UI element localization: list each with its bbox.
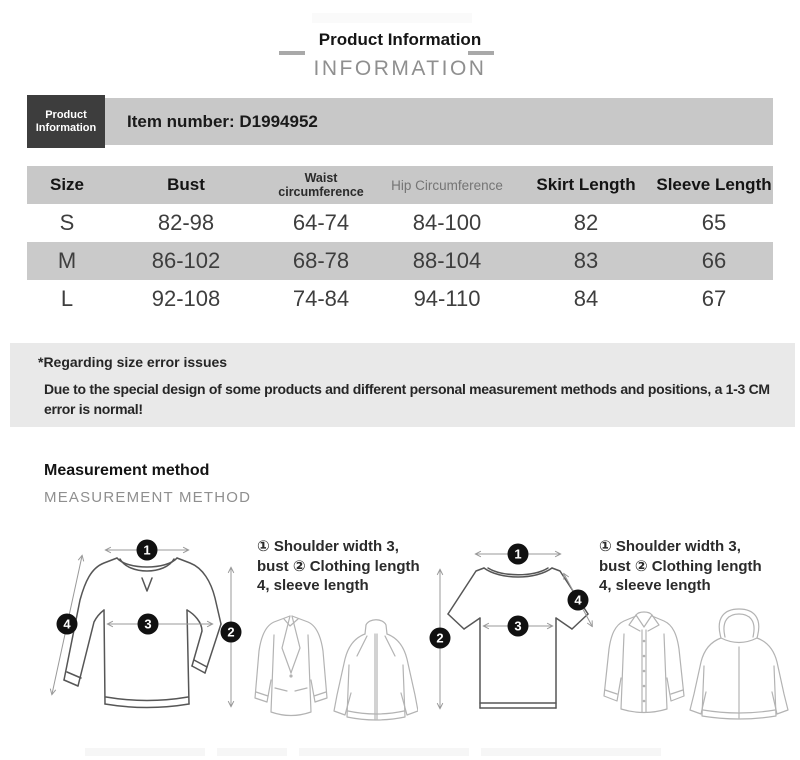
watermark-segment [299,748,469,756]
blazer-sketch [255,616,327,716]
product-information-badge [27,95,105,148]
marker-sleeve-number: 4 [574,592,582,608]
measurement-legend-right [599,537,791,596]
table-row-size-s [27,204,773,242]
title-divider-right [468,51,494,55]
col-header-skirt-length: Skirt Length [536,175,636,194]
tshirt-sketch [448,568,588,708]
cell-bust: 92-108 [151,286,221,311]
cell-size: L [60,286,74,311]
cell-waist: 68-78 [292,248,350,273]
blazer-button [289,674,292,677]
marker-shoulder-number: 1 [143,542,151,558]
page-title: Product Information [318,30,482,49]
cell-sleeve: 66 [701,248,727,273]
table-row-size-l [27,280,773,318]
table-row-size-m [27,242,773,280]
note-body: Due to the special design of some products and different personal measurement methods and positions, a 1-3 CM error is normal! [44,381,770,417]
watermark-segment [85,748,205,756]
measurement-method-title: Measurement method [44,462,210,479]
legend-line: bust ② Clothing length [257,557,420,575]
cell-skirt: 84 [573,286,599,311]
cell-waist: 64-74 [292,210,350,235]
legend-line: ① Shoulder width 3, [599,538,741,555]
cell-hip: 84-100 [412,210,482,235]
faint-watermark-top [312,13,472,23]
item-number-text: Item number: D1994952 [127,112,318,131]
marker-length-number: 2 [436,630,444,646]
shirt-button [643,700,646,703]
cell-size: M [57,248,77,273]
cell-sleeve: 67 [701,286,727,311]
cell-hip: 94-110 [413,286,481,311]
cell-sleeve: 65 [701,210,727,235]
col-header-bust: Bust [167,175,205,194]
col-header-hip: Hip Circumference [391,177,503,193]
badge-line-1: Product [45,108,87,121]
legend-line: bust ② Clothing length [599,557,762,575]
legend-line: 4, sleeve length [257,577,369,594]
cell-size: S [59,210,75,235]
shirt-button [643,685,646,688]
cell-bust: 82-98 [157,210,215,235]
hoodie-sketch [690,609,788,719]
size-error-note [10,343,795,427]
cell-waist: 74-84 [292,286,350,311]
title-divider-left [279,51,305,55]
marker-length-number: 2 [227,624,235,640]
cell-bust: 86-102 [151,248,221,273]
marker-sleeve-number: 4 [63,616,71,632]
cell-skirt: 82 [573,210,599,235]
watermark-segment [217,748,287,756]
measurement-legend-left [257,537,449,596]
shirt-button [643,670,646,673]
marker-bust-number: 3 [144,616,152,632]
sweater-measurement-diagram [42,534,242,724]
jacket-sketches [246,610,418,734]
shirt-button [643,655,646,658]
page-subtitle: INFORMATION [313,57,487,80]
zip-jacket-sketch [334,620,418,720]
faint-watermark-bottom [85,748,661,756]
badge-line-2: Information [35,121,97,134]
col-header-sleeve-length: Sleeve Length [656,175,772,194]
size-table-header-row [27,166,773,204]
marker-bust-number: 3 [514,618,522,634]
measurement-method-subtitle: MEASUREMENT METHOD [44,489,252,506]
tshirt-markers [430,544,589,649]
size-table [27,166,773,318]
watermark-segment [481,748,661,756]
shirt-button [643,640,646,643]
cell-skirt: 83 [573,248,599,273]
legend-line: 4, sleeve length [599,577,711,594]
col-header-size: Size [49,175,85,194]
note-title: *Regarding size error issues [38,354,228,370]
tshirt-measurement-diagram [428,534,603,724]
shirt-sketches [594,606,794,730]
col-header-waist: Waist circumference [278,171,364,199]
button-shirt-sketch [604,612,684,713]
item-number-bar [27,98,773,145]
marker-shoulder-number: 1 [514,546,522,562]
cell-hip: 88-104 [412,248,482,273]
legend-line: ① Shoulder width 3, [257,538,399,555]
